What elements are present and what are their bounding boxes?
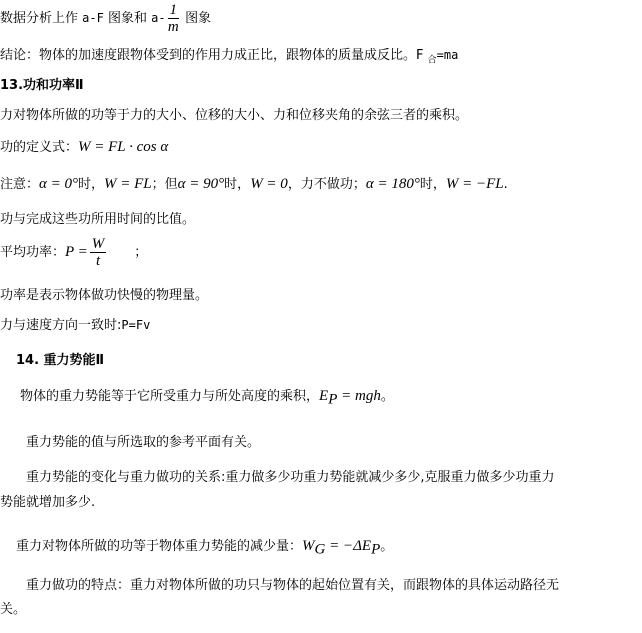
fraction-w-over-t	[90, 236, 107, 269]
line-average-power	[0, 236, 147, 269]
text: 。	[380, 389, 394, 404]
text: 结论：物体的加速度跟物体受到的作用力成正比，跟物体的质量成反比。F	[0, 48, 428, 63]
paragraph-power-meaning: 功率是表示物体做功快慢的物理量。	[0, 288, 209, 303]
formula: W = FL	[104, 176, 152, 192]
formula: P =	[65, 244, 88, 260]
paragraph-energy-change-2: 势能就增加多少.	[0, 495, 96, 510]
line-potential-energy	[20, 385, 394, 409]
line-conclusion	[0, 44, 458, 66]
fraction-numerator: 1	[169, 2, 178, 18]
subscript: P	[328, 391, 338, 408]
formula: W	[302, 538, 315, 554]
formula: W = FL · cos α	[78, 139, 169, 155]
text: 物体的重力势能等于它所受重力与所处高度的乘积，	[20, 389, 320, 404]
text: a-F	[82, 11, 104, 25]
formula: = −ΔE	[325, 538, 372, 554]
paragraph-reference-plane: 重力势能的值与所选取的参考平面有关。	[26, 435, 261, 450]
text: 时，	[419, 177, 446, 192]
text: .	[503, 177, 508, 192]
line-power-velocity	[0, 314, 150, 333]
line-graph-analysis	[0, 2, 211, 35]
line-work-energy-relation	[16, 535, 393, 559]
text: 图象	[181, 11, 212, 26]
text: 注意：	[0, 177, 40, 192]
label: 功的定义式：	[0, 140, 79, 155]
text: ；	[134, 245, 148, 260]
formula: P=Fv	[121, 318, 151, 332]
text: 图象和	[103, 11, 152, 26]
formula: α = 90°	[177, 176, 225, 192]
text: 数据分析上作	[0, 11, 83, 26]
text: ；但	[151, 177, 178, 192]
subscript: P	[371, 541, 381, 558]
subscript: G	[314, 541, 326, 558]
text: a-	[151, 11, 166, 25]
label: 平均功率：	[0, 245, 66, 260]
paragraph-power-definition: 功与完成这些功所用时间的比值。	[0, 212, 196, 227]
paragraph-gravity-work-2: 关。	[0, 602, 27, 617]
text: 重力对物体所做的功等于物体重力势能的减少量：	[16, 539, 303, 554]
subscript: 合	[427, 55, 437, 66]
formula: W = 0	[250, 176, 288, 192]
text: 时，	[78, 177, 105, 192]
fraction-numerator: W	[91, 236, 105, 252]
paragraph-gravity-work-1: 重力做功的特点：重力对物体所做的功只与物体的起始位置有关，而跟物体的具体运动路径无	[26, 578, 560, 593]
formula: =ma	[436, 48, 459, 62]
line-work-formula	[0, 136, 168, 156]
formula: α = 0°	[39, 176, 79, 192]
paragraph-energy-change-1: 重力势能的变化与重力做功的关系:重力做多少功重力势能就减少多少,克服重力做多少功重力	[26, 470, 555, 485]
formula: W = −FL	[445, 176, 504, 192]
formula: α = 180°	[365, 176, 420, 192]
section-heading-13: 13.功和功率Ⅱ	[0, 78, 84, 93]
text: 。	[380, 539, 394, 554]
text: 时，	[224, 177, 251, 192]
fraction-denominator: m	[167, 19, 179, 35]
line-note	[0, 173, 508, 193]
formula: E	[319, 388, 329, 404]
section-heading-14: 14. 重力势能Ⅱ	[16, 353, 105, 368]
text: ，力不做功；	[287, 177, 366, 192]
fraction-denominator: t	[95, 253, 101, 269]
fraction-one-over-m	[168, 2, 180, 35]
paragraph-work-definition: 力对物体所做的功等于力的大小、位移的大小、力和位移夹角的余弦三者的乘积。	[0, 108, 469, 123]
text: 力与速度方向一致时:	[0, 318, 122, 333]
formula: = mgh	[337, 388, 381, 404]
